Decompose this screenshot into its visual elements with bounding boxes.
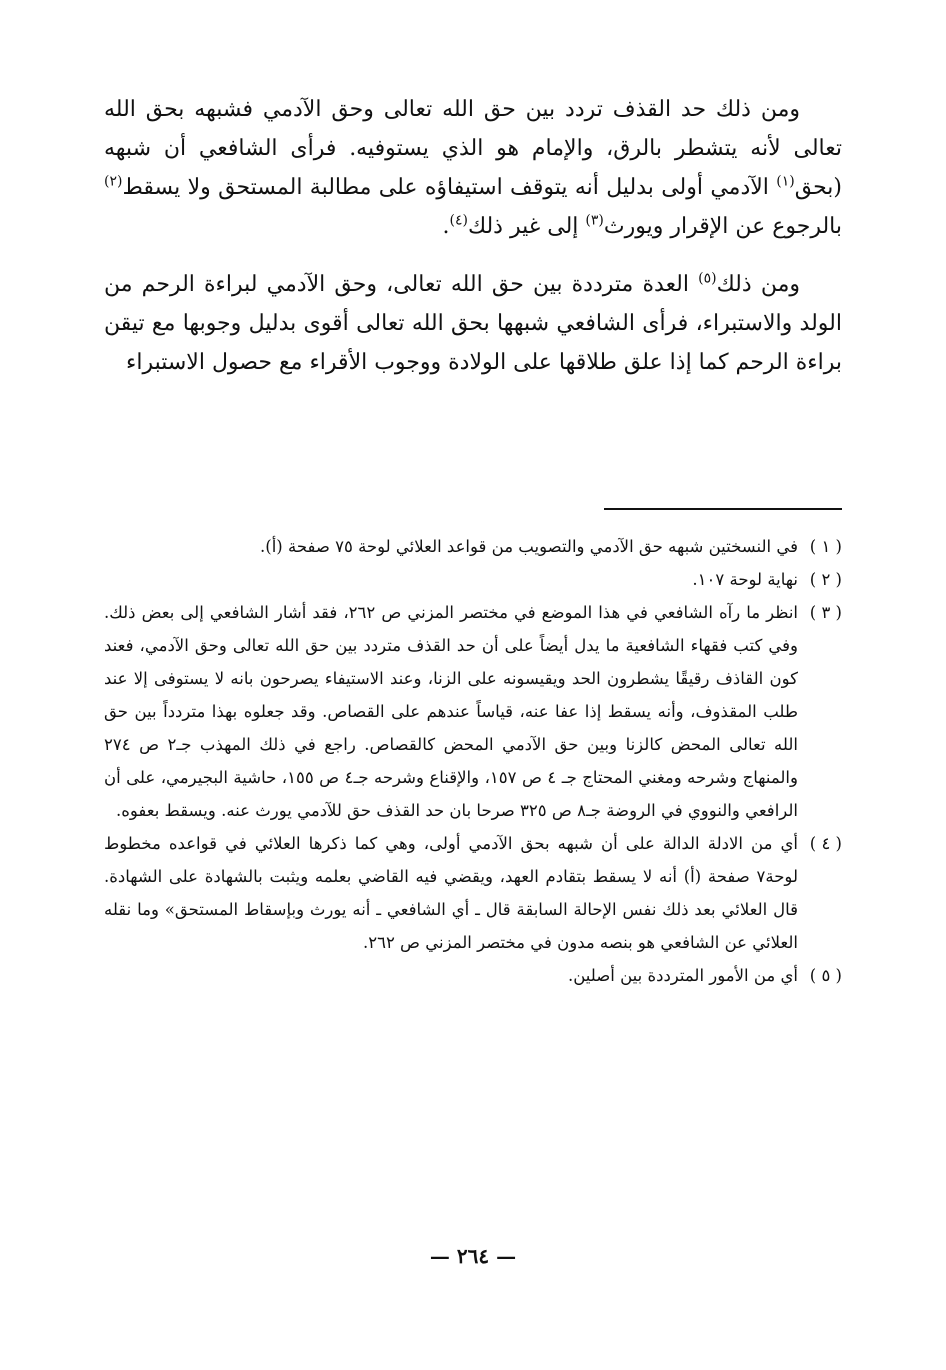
footnote-ref-2: (٢)	[104, 173, 123, 190]
body-p2-text-1: ومن ذلك	[716, 272, 800, 297]
footnote-number: ( ٢ )	[809, 570, 842, 589]
body-p1-text-3: بالرجوع عن الإقرار ويورث	[603, 214, 842, 239]
body-p1-text-4: إلى غير ذلك	[467, 214, 586, 239]
footnote-ref-3: (٣)	[585, 212, 604, 229]
footnote-4	[104, 827, 842, 959]
footnote-text: في النسختين شبهه حق الآدمي والتصويب من قواعد العلائي لوحة ٧٥ صفحة (أ).	[260, 537, 798, 556]
footnote-5	[104, 959, 842, 992]
footnote-number: ( ٤ )	[809, 834, 842, 853]
footnote-ref-1: (١)	[776, 173, 795, 190]
footnote-separator-rule	[604, 508, 842, 510]
footnote-3	[104, 596, 842, 827]
footnote-text: أي من الادلة الدالة على أن شبهه بحق الآدمي أولى، وهي كما ذكرها العلائي في قواعده مخطوط لوحة٧ صفحة (أ) أنه لا يسقط بتقادم العهد، ويقضي فيه القاضي بعلمه ويثبت بالشهادة على الشهادة. قال العلائي بعد ذلك نفس الإحالة السابقة قال ـ أي الشافعي ـ أنه يورث وبإسقاط المستحق» وما نقله العلائي عن الشافعي هو بنصه مدون في مختصر المزني ص ٢٦٢.	[104, 834, 798, 952]
footnote-text: أي من الأمور المترددة بين أصلين.	[568, 966, 798, 985]
main-body-text	[104, 90, 842, 401]
footnotes-section	[104, 530, 842, 992]
footnote-text: نهاية لوحة ١٠٧.	[692, 570, 798, 589]
footnote-1	[104, 530, 842, 563]
footnote-2	[104, 563, 842, 596]
footnote-number: ( ١ )	[809, 537, 842, 556]
body-p1-text-1: ومن ذلك حد القذف تردد بين حق الله تعالى وحق الآدمي فشبهه بحق الله تعالى لأنه يتشطر بالرق، والإمام هو الذي يستوفيه. فرأى الشافعي أن شبهه (بحق	[104, 97, 842, 200]
body-p1-text-2: الآدمي أولى بدليل أنه يتوقف استيفاؤه على مطالبة المستحق ولا يسقط	[122, 175, 777, 200]
footnote-number: ( ٥ )	[809, 966, 842, 985]
body-paragraph-2	[104, 265, 842, 382]
page-number: — ٢٦٤ —	[429, 1244, 517, 1268]
body-paragraph-1	[104, 90, 842, 246]
footnote-number: ( ٣ )	[809, 603, 842, 622]
footnote-ref-5: (٥)	[698, 270, 717, 287]
footnote-text: انظر ما رآه الشافعي في هذا الموضع في مختصر المزني ص ٢٦٢، فقد أشار الشافعي إلى بعض ذلك. وفي كتب فقهاء الشافعية ما يدل أيضاً على أن حد القذف متردد بين حق الله تعالى وحق الآدمي، فعند كون القاذف رقيقًا يشطرون الحد ويقيسونه على الزنا، وعند الاستيفاء يصرحون بانه لا يستوفى إلا عند طلب المقذوف، وأنه يسقط إذا عفا عنه، قياساً عندهم على القصاص. وقد جعلوه بهذا متردداً بين حق الله تعالى المحض كالزنا وبين حق الآدمي المحض كالقصاص. راجع في ذلك المهذب جـ٢ ص ٢٧٤ والمنهاج وشرحه ومغني المحتاج جـ ٤ ص ١٥٧، والإقناع وشرحه جـ٤ ص ١٥٥، حاشية البجيرمي، على أن الرافعي والنووي في الروضة جـ٨ ص ٣٢٥ صرحا بان حد القذف حق للآدمي يورث عنه. ويسقط بعفوه.	[104, 603, 798, 820]
body-p2-text-2: العدة مترددة بين حق الله تعالى، وحق الآدمي لبراءة الرحم من الولد والاستبراء، فرأى الشافعي شبهها بحق الله تعالى أقوى بدليل وجوبها مع تيقن براءة الرحم كما إذا علق طلاقها على الولادة ووجوب الأقراء مع حصول الاستبراء	[104, 272, 842, 375]
body-p1-text-5: .	[442, 214, 450, 239]
footnote-ref-4: (٤)	[449, 212, 468, 229]
